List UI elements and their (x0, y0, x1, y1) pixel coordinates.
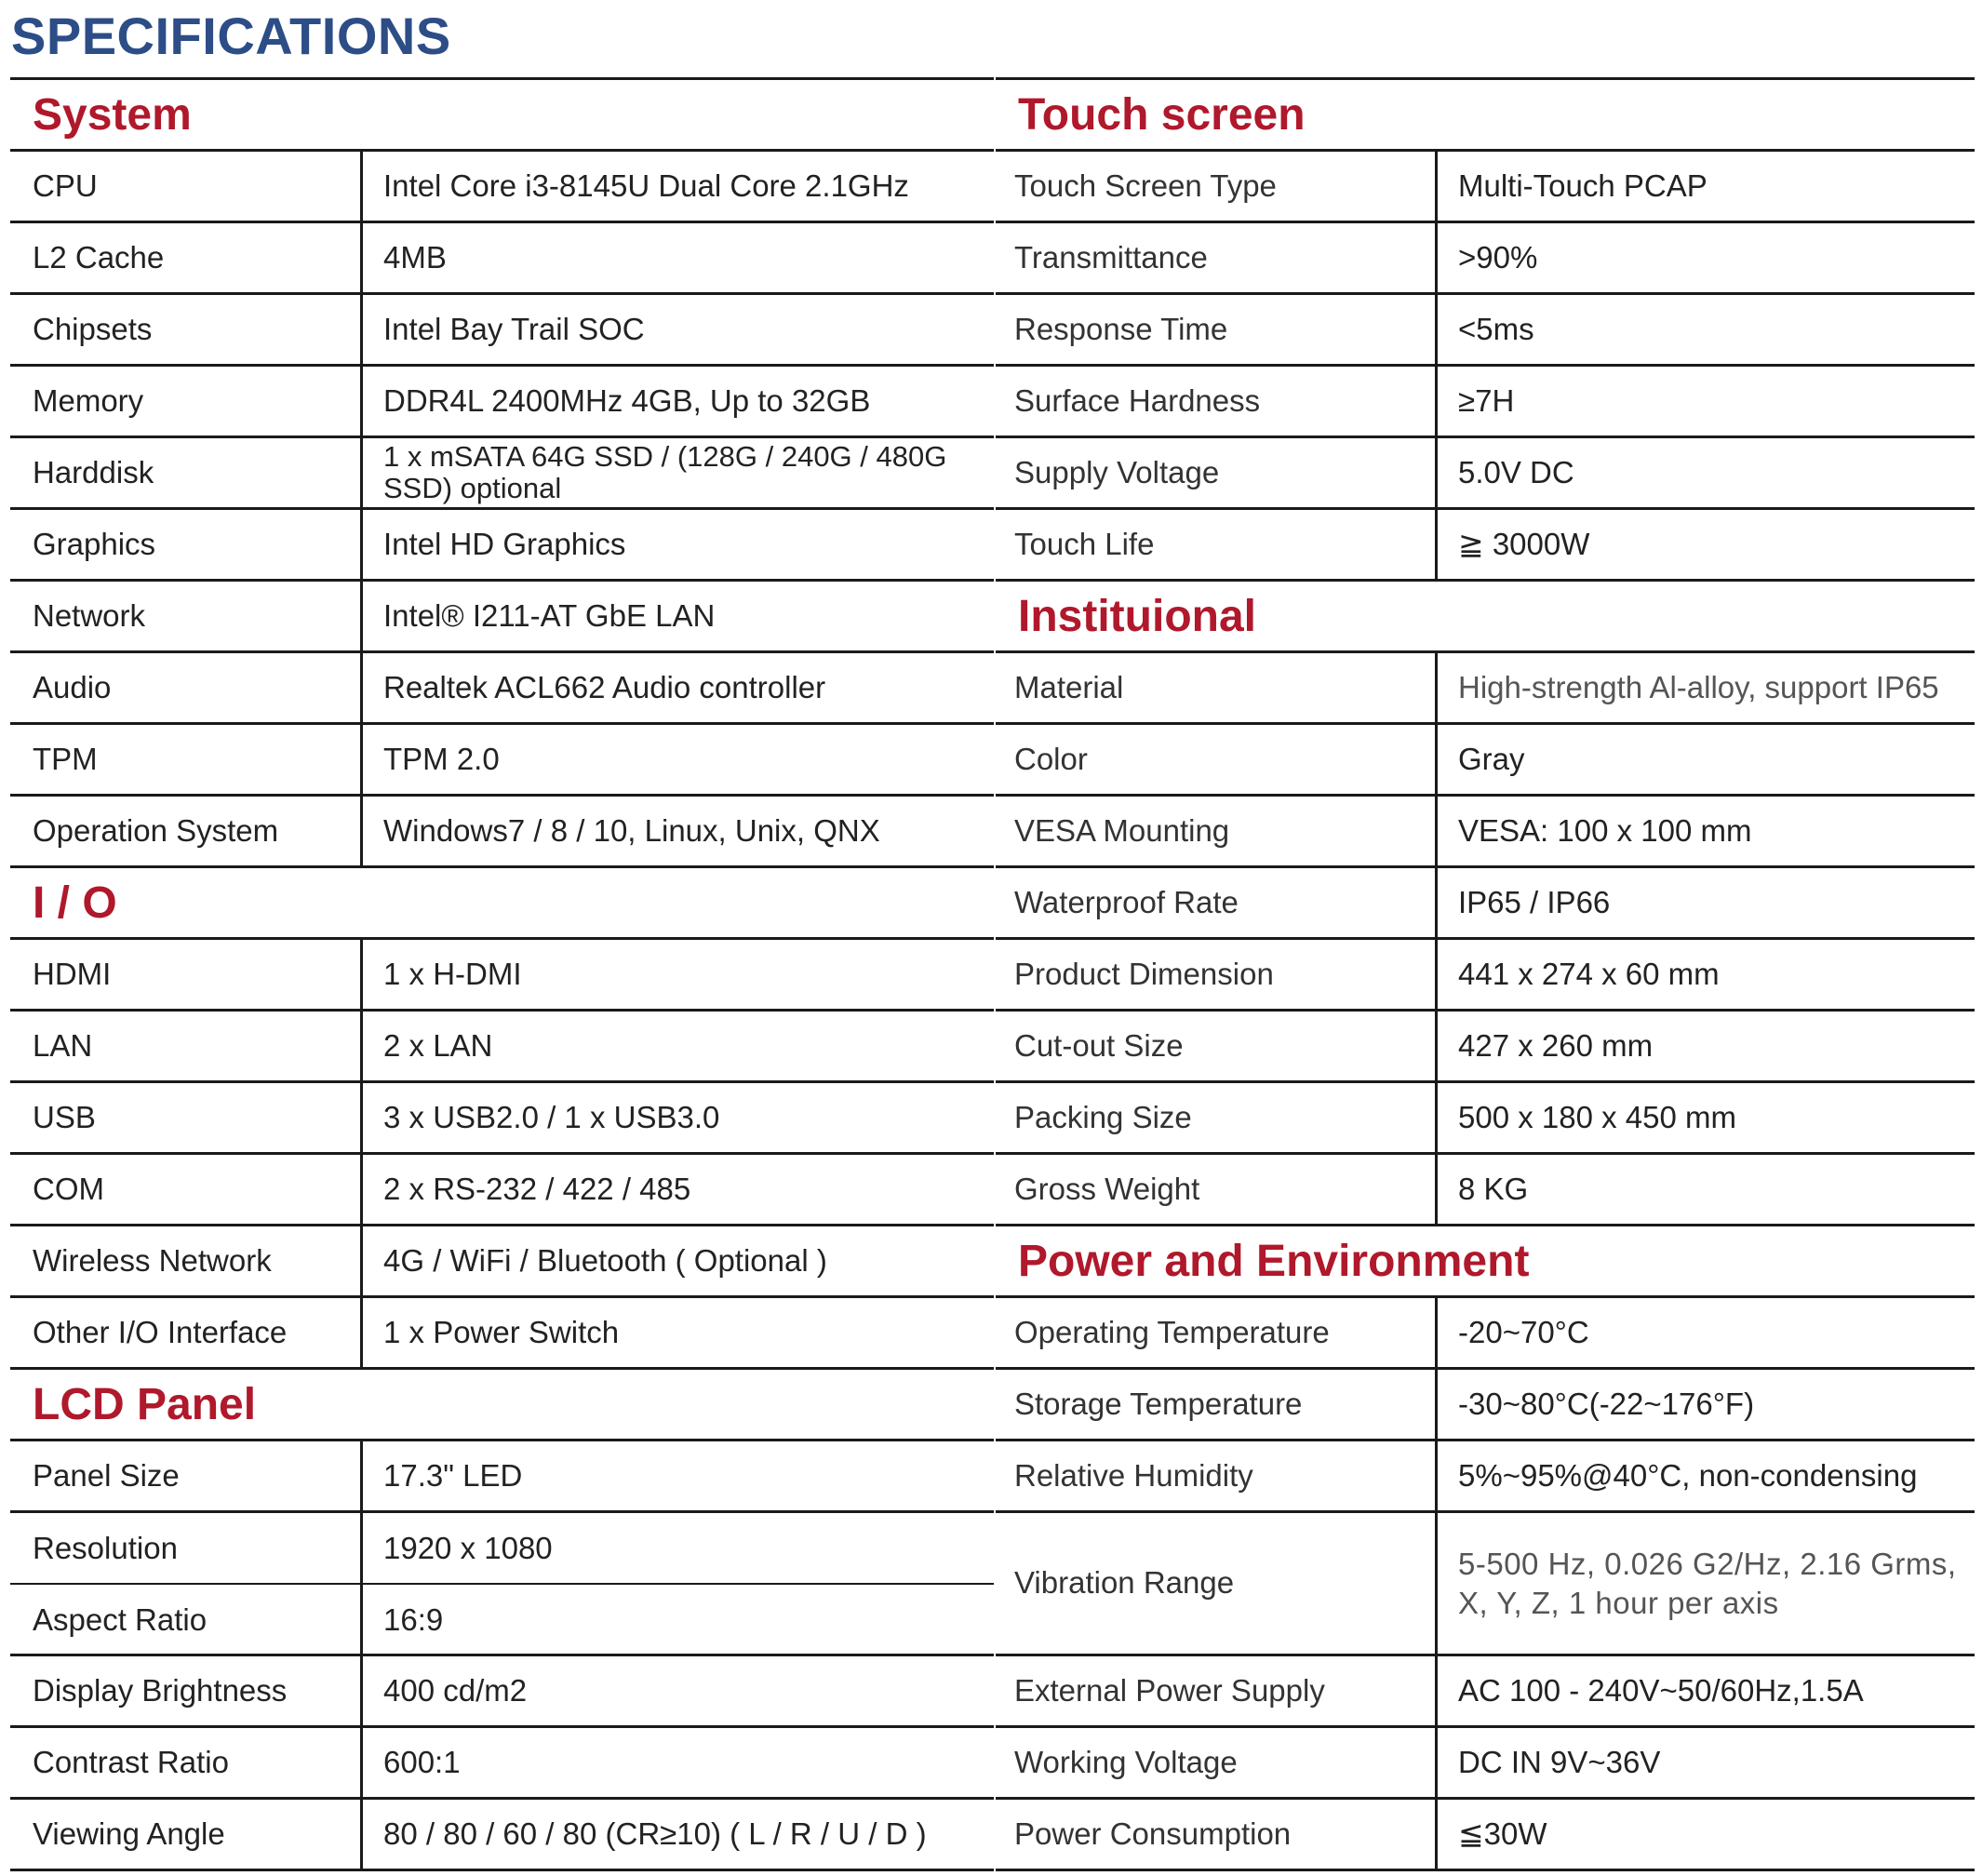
spec-label: Transmittance (996, 223, 1438, 292)
spec-value: IP65 / IP66 (1458, 884, 1611, 919)
spec-value: 4G / WiFi / Bluetooth ( Optional ) (383, 1242, 827, 1278)
spec-row (996, 367, 1975, 438)
spec-value: Windows7 / 8 / 10, Linux, Unix, QNX (383, 812, 880, 848)
spec-label: Working Voltage (996, 1728, 1438, 1797)
spec-label: USB (10, 1083, 363, 1152)
spec-label: Product Dimension (996, 940, 1438, 1009)
spec-label: TPM (10, 725, 363, 794)
spec-row (10, 438, 994, 510)
spec-value: VESA: 100 x 100 mm (1458, 812, 1752, 848)
spec-value: 4MB (383, 239, 447, 275)
spec-value: ≦30W (1458, 1816, 1547, 1851)
spec-row (10, 582, 994, 653)
spec-value: 441 x 274 x 60 mm (1458, 956, 1720, 991)
spec-value: 1 x mSATA 64G SSD / (128G / 240G / 480G SSD) optional (383, 439, 947, 504)
spec-value: Gray (1458, 741, 1525, 776)
spec-value: High-strength Al-alloy, support IP65 (1458, 669, 1939, 704)
spec-label: VESA Mounting (996, 797, 1438, 865)
spec-label: Chipsets (10, 295, 363, 364)
spec-value: 600:1 (383, 1744, 461, 1779)
spec-label: Supply Voltage (996, 438, 1438, 507)
spec-value: >90% (1458, 239, 1538, 275)
spec-label: Gross Weight (996, 1155, 1438, 1224)
spec-label: Wireless Network (10, 1226, 363, 1295)
spec-row (996, 1155, 1975, 1226)
spec-value: -20~70°C (1458, 1314, 1589, 1349)
spec-value-cell (363, 1513, 994, 1654)
section-title: System (33, 89, 192, 140)
spec-label: Harddisk (10, 438, 363, 507)
spec-row (10, 1083, 994, 1155)
page-title: SPECIFICATIONS (11, 7, 451, 65)
spec-value: 2 x RS-232 / 422 / 485 (383, 1171, 691, 1206)
section-header-system (10, 80, 994, 152)
spec-label: Audio (10, 653, 363, 722)
spec-row (996, 1083, 1975, 1155)
spec-label: COM (10, 1155, 363, 1224)
section-header-power (996, 1226, 1975, 1298)
spec-value: ≧ 3000W (1458, 526, 1590, 561)
left-spec-column (10, 77, 994, 1871)
spec-value: 1 x Power Switch (383, 1314, 620, 1349)
spec-label: External Power Supply (996, 1656, 1438, 1725)
spec-value: 400 cd/m2 (383, 1672, 528, 1708)
section-title: Instituional (1018, 591, 1256, 641)
spec-value: 500 x 180 x 450 mm (1458, 1099, 1736, 1134)
spec-value: 1920 x 1080 (383, 1530, 553, 1565)
spec-label: Display Brightness (10, 1656, 363, 1725)
spec-label: Touch Life (996, 510, 1438, 579)
spec-label: Waterproof Rate (996, 868, 1438, 937)
spec-row (10, 1155, 994, 1226)
spec-row-group-resolution (10, 1513, 994, 1656)
spec-row (10, 797, 994, 868)
spec-value: 1 x H-DMI (383, 956, 522, 991)
spec-label: Memory (10, 367, 363, 436)
spec-value: <5ms (1458, 311, 1534, 346)
spec-row (996, 797, 1975, 868)
spec-label: Touch Screen Type (996, 152, 1438, 221)
spec-row (10, 1800, 994, 1871)
spec-value: Intel® I211-AT GbE LAN (383, 597, 716, 633)
spec-row (996, 223, 1975, 295)
spec-value: 8 KG (1458, 1171, 1529, 1206)
spec-row (10, 1226, 994, 1298)
spec-row (10, 152, 994, 223)
spec-label: HDMI (10, 940, 363, 1009)
spec-value: Intel Bay Trail SOC (383, 311, 645, 346)
spec-label: Power Consumption (996, 1800, 1438, 1869)
spec-value: Realtek ACL662 Audio controller (383, 669, 826, 704)
spec-row (10, 1012, 994, 1083)
spec-row (996, 1800, 1975, 1871)
spec-row (10, 1656, 994, 1728)
spec-label: Panel Size (10, 1441, 363, 1510)
spec-row (996, 725, 1975, 797)
spec-label: Storage Temperature (996, 1370, 1438, 1439)
spec-row (10, 367, 994, 438)
spec-value: 5.0V DC (1458, 454, 1574, 489)
section-title: Power and Environment (1018, 1236, 1530, 1286)
spec-row (10, 725, 994, 797)
spec-label: Operating Temperature (996, 1298, 1438, 1367)
spec-label: Relative Humidity (996, 1441, 1438, 1510)
spec-row (996, 510, 1975, 582)
spec-value: 2 x LAN (383, 1027, 493, 1063)
spec-row (996, 438, 1975, 510)
section-header-institutional (996, 582, 1975, 653)
spec-row (996, 1370, 1975, 1441)
spec-label: Other I/O Interface (10, 1298, 363, 1367)
spec-row (996, 1012, 1975, 1083)
spec-row (10, 510, 994, 582)
spec-row (996, 1728, 1975, 1800)
spec-row (10, 1298, 994, 1370)
spec-label: Packing Size (996, 1083, 1438, 1152)
spec-row (10, 1441, 994, 1513)
spec-value: TPM 2.0 (383, 741, 500, 776)
spec-row (996, 940, 1975, 1012)
spec-label: Surface Hardness (996, 367, 1438, 436)
spec-value: AC 100 - 240V~50/60Hz,1.5A (1458, 1672, 1864, 1708)
spec-label: Network (10, 582, 363, 650)
section-title: LCD Panel (33, 1379, 257, 1429)
spec-value: ≥7H (1458, 382, 1515, 418)
spec-label: LAN (10, 1012, 363, 1080)
spec-label: Cut-out Size (996, 1012, 1438, 1080)
spec-label: Contrast Ratio (10, 1728, 363, 1797)
spec-value: 16:9 (383, 1601, 444, 1637)
section-header-io (10, 868, 994, 940)
spec-row (10, 653, 994, 725)
spec-value: 80 / 80 / 60 / 80 (CR≥10) ( L / R / U / D ) (383, 1816, 927, 1851)
right-spec-column (996, 77, 1975, 1871)
spec-value: 427 x 260 mm (1458, 1027, 1654, 1063)
spec-label: CPU (10, 152, 363, 221)
spec-row (10, 223, 994, 295)
spec-row (996, 868, 1975, 940)
spec-value: 5-500 Hz, 0.026 G2/Hz, 2.16 Grms, X, Y, Z, 1 hour per axis (1458, 1547, 1957, 1620)
spec-row (996, 653, 1975, 725)
spec-row (10, 940, 994, 1012)
spec-label: Vibration Range (996, 1513, 1438, 1654)
spec-row (996, 1441, 1975, 1513)
spec-label: L2 Cache (10, 223, 363, 292)
spec-value: Intel Core i3-8145U Dual Core 2.1GHz (383, 168, 909, 203)
spec-value: Intel HD Graphics (383, 526, 626, 561)
spec-value: 17.3" LED (383, 1457, 523, 1493)
spec-label: Resolution (33, 1530, 178, 1565)
spec-value: Multi-Touch PCAP (1458, 168, 1707, 203)
section-header-lcd (10, 1370, 994, 1441)
spec-row-vibration (996, 1513, 1975, 1656)
spec-label: Material (996, 653, 1438, 722)
spec-label: Aspect Ratio (33, 1601, 208, 1637)
spec-row (996, 152, 1975, 223)
spec-value: DDR4L 2400MHz 4GB, Up to 32GB (383, 382, 871, 418)
spec-label: Operation System (10, 797, 363, 865)
spec-value: 3 x USB2.0 / 1 x USB3.0 (383, 1099, 720, 1134)
spec-row (996, 1656, 1975, 1728)
spec-row (10, 1728, 994, 1800)
spec-label: Response Time (996, 295, 1438, 364)
spec-label: Graphics (10, 510, 363, 579)
section-title: I / O (33, 878, 117, 928)
section-header-touch (996, 80, 1975, 152)
spec-row (996, 1298, 1975, 1370)
spec-value: 5%~95%@40°C, non-condensing (1458, 1457, 1918, 1493)
spec-row (996, 295, 1975, 367)
spec-value: -30~80°C(-22~176°F) (1458, 1386, 1755, 1421)
section-title: Touch screen (1018, 89, 1306, 140)
spec-row (10, 295, 994, 367)
spec-value: DC IN 9V~36V (1458, 1744, 1661, 1779)
spec-label: Viewing Angle (10, 1800, 363, 1869)
spec-label: Color (996, 725, 1438, 794)
